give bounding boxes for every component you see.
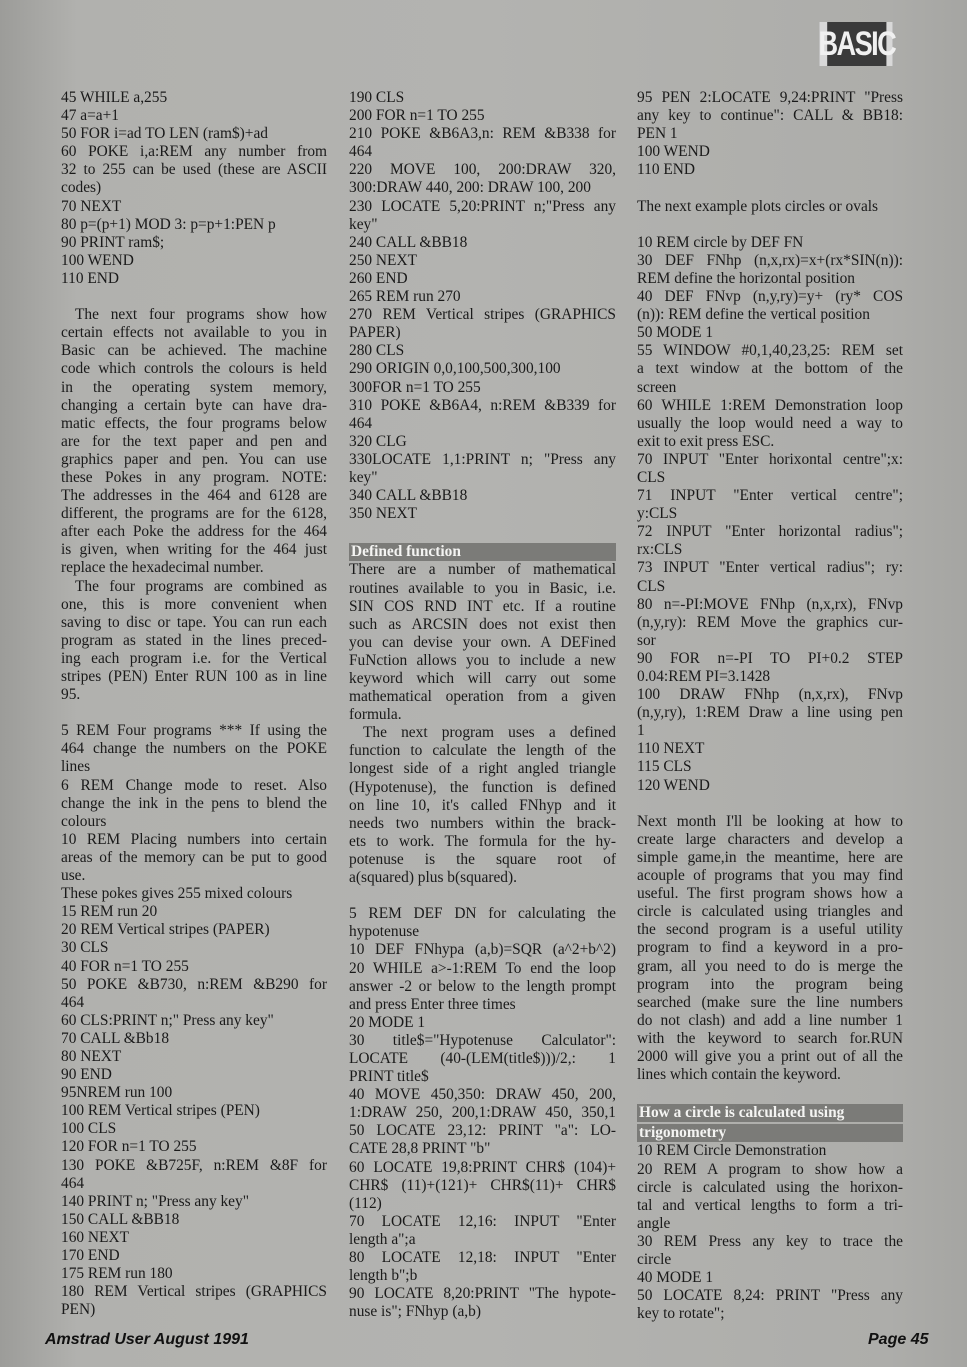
- text-line: 5 REM Four programs *** If using the: [61, 722, 327, 740]
- text-line: key": [349, 215, 378, 233]
- text-line: 30 REM Press any key to trace the: [637, 1232, 903, 1250]
- line-gap: [637, 179, 903, 197]
- text-line: There are a number of mathematical: [349, 561, 616, 579]
- text-line: SIN COS RND INT etc. If a routine: [349, 597, 616, 615]
- text-line: 40 DEF FNvp (n,y,ry)=y+ (ry* COS: [637, 288, 903, 306]
- text-line: 170 END: [61, 1247, 120, 1264]
- text-line: simple game,in the meantime, here are: [637, 848, 903, 866]
- text-line: 10 REM circle by DEF FN: [637, 233, 804, 251]
- text-line: 210 POKE &B6A3,n: REM &B338 for: [349, 125, 616, 143]
- text-line: code which controls the colours is held: [61, 360, 327, 378]
- text-line: graphics paper and pen. You can use: [61, 450, 327, 468]
- text-line: do not clash) and add a line number 1: [637, 1011, 903, 1029]
- text-line: 130 POKE &B725F, n:REM &8F for: [61, 1156, 327, 1174]
- text-line: (n)): REM define the vertical position: [637, 306, 870, 324]
- text-line: 100 WEND: [637, 143, 710, 161]
- text-line: PAPER): [349, 324, 401, 342]
- text-line: formula.: [349, 706, 402, 724]
- text-line: matic effects, the four programs below: [61, 414, 327, 432]
- text-line: 340 CALL &BB18: [349, 487, 468, 505]
- text-line: 190 CLS: [349, 89, 405, 106]
- text-line: 60 CLS:PRINT n;" Press any key": [61, 1011, 274, 1029]
- text-line: function to calculate the length of the: [349, 742, 616, 760]
- text-line: useful. The first program shows how a: [637, 885, 903, 903]
- text-line: replace the hexadecimal number.: [61, 559, 264, 577]
- text-line: 120 WEND: [637, 776, 710, 794]
- text-line: circle: [637, 1251, 672, 1268]
- text-line: (112): [349, 1194, 382, 1212]
- text-line: program as stated in the lines preced-: [61, 631, 327, 649]
- text-line: 464: [61, 1174, 85, 1192]
- text-line: 100 REM Vertical stripes (PEN): [61, 1102, 260, 1120]
- text-line: 464: [349, 414, 373, 432]
- text-line: routines available to you in Basic, i.e.: [349, 579, 616, 597]
- text-line: 320 CLG: [349, 432, 407, 450]
- text-line: gram, all you need to do is merge the: [637, 957, 903, 975]
- text-line: 90 PRINT ram$;: [61, 233, 165, 251]
- text-line: 90 END: [61, 1066, 112, 1084]
- text-line: nuse is"; FNhyp (a,b): [349, 1303, 481, 1321]
- text-line: 30 CLS: [61, 939, 109, 957]
- text-line: 20 MODE 1: [349, 1013, 426, 1031]
- text-line: circle is calculated using the horixon-: [637, 1178, 903, 1196]
- text-line: 110 END: [637, 161, 695, 179]
- text-line: exit to exit press ESC.: [637, 432, 775, 450]
- text-line: 250 NEXT: [349, 251, 417, 269]
- text-line: 1:DRAW 250, 200,1:DRAW 450, 350,1: [349, 1104, 616, 1122]
- text-line: usually the loop would need a way to: [637, 414, 903, 432]
- text-line: 230 LOCATE 5,20:PRINT n;"Press any: [349, 197, 616, 215]
- section-heading: How a circle is calculated using: [637, 1104, 903, 1122]
- text-line: codes): [61, 179, 102, 197]
- text-line: 464: [61, 993, 85, 1011]
- text-line: circle is calculated using triangles and: [637, 903, 903, 921]
- text-line: 45 WHILE a,255: [61, 89, 168, 106]
- text-line: 6 REM Change mode to reset. Also: [61, 776, 327, 794]
- text-line: 50 LOCATE 23,12: PRINT "a": LO-: [349, 1122, 616, 1140]
- text-line: 40 MODE 1: [637, 1269, 714, 1287]
- section-heading: Defined function: [349, 543, 616, 561]
- line-gap: [637, 1084, 903, 1102]
- line-gap: [349, 887, 616, 905]
- section-heading: trigonometry: [637, 1124, 903, 1142]
- text-line: 10 REM Circle Demonstration: [637, 1142, 827, 1160]
- text-line: 90 FOR n=-PI TO PI+0.2 STEP: [637, 649, 903, 667]
- text-line: 200 FOR n=1 TO 255: [349, 107, 485, 125]
- text-line: hypotenuse: [349, 923, 420, 941]
- text-line: 90 LOCATE 8,20:PRINT "The hypote-: [349, 1285, 616, 1303]
- text-line: 50 MODE 1: [637, 324, 714, 342]
- text-line: 60 LOCATE 19,8:PRINT CHR$ (104)+: [349, 1158, 616, 1176]
- text-line: 60 WHILE 1:REM Demonstration loop: [637, 396, 903, 414]
- text-line: certain effects not available to you in: [61, 324, 327, 342]
- text-line: The next four programs show how: [75, 306, 327, 324]
- column-3: [637, 89, 903, 1323]
- text-line: 20 REM Vertical stripes (PAPER): [61, 921, 270, 939]
- text-line: on line 10, it's called FNhyp and it: [349, 796, 616, 814]
- text-line: 60 POKE i,a:REM any number from: [61, 143, 327, 161]
- text-line: 0.04:REM PI=3.1428: [637, 668, 771, 685]
- text-line: 80 n=-PI:MOVE FNhp (n,x,rx), FNvp: [637, 595, 903, 613]
- text-line: 220 MOVE 100, 200:DRAW 320,: [349, 161, 616, 179]
- text-line: 50 FOR i=ad TO LEN (ram$)+ad: [61, 125, 269, 143]
- text-line: changing a certain byte can have dra-: [61, 396, 327, 414]
- text-line: (n,y,ry), 1:REM Draw a line using pen: [637, 704, 903, 722]
- text-line: sor: [637, 631, 656, 649]
- text-line: 300:DRAW 440, 200: DRAW 100, 200: [349, 179, 591, 197]
- text-line: (Hypotenuse), the function is defined: [349, 778, 616, 796]
- text-line: The next program uses a defined: [363, 724, 616, 742]
- text-line: rx:CLS: [637, 541, 683, 559]
- text-line: change the ink in the pens to blend the: [61, 794, 327, 812]
- text-line: PRINT title$: [349, 1068, 429, 1086]
- text-line: 150 CALL &BB18: [61, 1210, 180, 1228]
- text-line: ets to work. The formula for the hy-: [349, 832, 616, 850]
- text-line: 50 POKE &B730, n:REM &B290 for: [61, 975, 327, 993]
- text-line: 10 REM Placing numbers into certain: [61, 830, 327, 848]
- text-line: 115 CLS: [637, 758, 692, 776]
- text-line: after each Poke the address for the 464: [61, 523, 327, 541]
- text-line: are for the text paper and pen and: [61, 432, 327, 450]
- text-line: 464 change the numbers on the POKE: [61, 740, 327, 758]
- text-line: 95NREM run 100: [61, 1084, 173, 1102]
- line-gap: [61, 288, 327, 306]
- text-line: you can devise your own. A DEFined: [349, 633, 616, 651]
- text-line: FuNction allows you to include a new: [349, 651, 616, 669]
- text-line: 300FOR n=1 TO 255: [349, 378, 481, 396]
- text-line: 180 REM Vertical stripes (GRAPHICS: [61, 1283, 327, 1301]
- text-line: 20 WHILE a>-1:REM To end the loop: [349, 959, 616, 977]
- text-line: 350 NEXT: [349, 505, 417, 523]
- text-line: needs two numbers within the brack-: [349, 814, 616, 832]
- text-line: such as ARCSIN does not exist then: [349, 615, 616, 633]
- text-line: ing each program i.e. for the Vertical: [61, 649, 327, 667]
- text-line: PEN): [61, 1301, 96, 1319]
- text-line: CHR$ (11)+(121)+ CHR$(11)+ CHR$: [349, 1176, 616, 1194]
- text-line: key to rotate";: [637, 1305, 725, 1323]
- text-line: 70 CALL &Bb18: [61, 1029, 170, 1047]
- text-line: 10 DEF FNhypa (a,b)=SQR (a^2+b^2): [349, 941, 616, 959]
- text-line: 175 REM run 180: [61, 1265, 173, 1283]
- text-line: LOCATE (40-(LEM(title$)))/2,: 1: [349, 1049, 616, 1067]
- line-gap: [61, 704, 327, 722]
- text-line: longest side of a right angled triangle: [349, 760, 616, 778]
- text-line: program to find a keyword in a pro-: [637, 939, 903, 957]
- text-line: 30 DEF FNhp (n,x,rx)=x+(rx*SIN(n)):: [637, 251, 903, 269]
- text-line: length a";a: [349, 1230, 416, 1248]
- text-line: 80 p=(p+1) MOD 3: p=p+1:PEN p: [61, 215, 276, 233]
- text-line: 330LOCATE 1,1:PRINT n; "Press any: [349, 450, 616, 468]
- text-line: 71 INPUT "Enter vertical centre";: [637, 487, 903, 505]
- line-gap: [637, 216, 903, 234]
- text-line: saving to disc or tape. You can run each: [61, 613, 327, 631]
- text-line: lines which contain the keyword.: [637, 1066, 841, 1084]
- text-line: 100 DRAW FNhp (n,x,rx), FNvp: [637, 686, 903, 704]
- text-line: 160 NEXT: [61, 1228, 129, 1246]
- text-line: 70 LOCATE 12,16: INPUT "Enter: [349, 1212, 616, 1230]
- text-line: 73 INPUT "Enter vertical radius"; ry:: [637, 559, 903, 577]
- text-line: 2000 will give you a print out of all the: [637, 1047, 903, 1065]
- text-line: y:CLS: [637, 505, 678, 523]
- text-line: key": [349, 468, 378, 486]
- text-line: These pokes gives 255 mixed colours: [61, 885, 293, 903]
- text-line: stripes (PEN) Enter RUN 100 as in line: [61, 668, 327, 685]
- text-line: mathematical operation from a given: [349, 688, 616, 706]
- text-line: 100 WEND: [61, 251, 134, 269]
- text-line: tal and vertical lengths to form a tri-: [637, 1196, 903, 1214]
- text-line: CATE 28,8 PRINT "b": [349, 1140, 491, 1158]
- section-badge: BASIC: [819, 22, 893, 66]
- text-line: areas of the memory can be put to good: [61, 848, 327, 866]
- text-line: 72 INPUT "Enter horizontal radius";: [637, 523, 903, 541]
- column-1: [61, 89, 327, 1319]
- text-line: lines: [61, 758, 91, 776]
- text-line: 5 REM DEF DN for calculating the: [349, 905, 616, 923]
- text-line: answer -2 or below to the length prompt: [349, 977, 616, 995]
- text-line: The addresses in the 464 and 6128 are: [61, 487, 327, 505]
- text-line: 80 LOCATE 12,18: INPUT "Enter: [349, 1249, 616, 1266]
- text-line: create large characters and develop a: [637, 830, 903, 848]
- text-line: CLS: [637, 468, 666, 486]
- text-line: 110 END: [61, 269, 119, 287]
- text-line: is given, when writing for the 464 just: [61, 541, 327, 559]
- text-line: REM define the horizontal position: [637, 269, 855, 287]
- text-line: 464: [349, 143, 373, 161]
- text-line: 120 FOR n=1 TO 255: [61, 1138, 197, 1156]
- text-line: (n,y,ry): REM Move the graphics cur-: [637, 613, 903, 631]
- text-line: screen: [637, 378, 677, 396]
- text-line: 20 REM A program to show how a: [637, 1160, 903, 1178]
- text-line: any key to continue": CALL & BB18:: [637, 107, 903, 125]
- text-line: 265 REM run 270: [349, 288, 461, 306]
- text-line: The four programs are combined as: [75, 577, 327, 595]
- text-line: PEN 1: [637, 125, 678, 143]
- text-line: 1: [637, 722, 645, 740]
- text-line: one, this is more convenient when: [61, 595, 327, 613]
- text-line: a(squared) plus b(squared).: [349, 869, 517, 887]
- text-line: acouple of programs that you may find: [637, 867, 903, 885]
- text-line: searched (make sure the line numbers: [637, 993, 903, 1011]
- text-line: use.: [61, 867, 86, 885]
- text-line: Next month I'll be looking at how to: [637, 812, 903, 830]
- text-line: 70 NEXT: [61, 197, 122, 215]
- text-line: 80 NEXT: [61, 1047, 122, 1065]
- text-line: 70 INPUT "Enter horixontal centre";x:: [637, 450, 903, 468]
- text-line: and press Enter three times: [349, 995, 516, 1013]
- line-gap: [349, 523, 616, 541]
- text-line: 47 a=a+1: [61, 107, 119, 125]
- text-line: potenuse is the square root of: [349, 850, 616, 868]
- text-line: a text window at the bottom of the: [637, 360, 903, 378]
- line-gap: [637, 795, 903, 813]
- text-line: 140 PRINT n; "Press any key": [61, 1192, 249, 1210]
- footer-page-number: Page 45: [868, 1331, 929, 1348]
- text-line: 100 CLS: [61, 1120, 117, 1138]
- text-line: 310 POKE &B6A4, n:REM &B339 for: [349, 396, 616, 414]
- text-line: 30 title$="Hypotenuse Calculator":: [349, 1031, 616, 1049]
- text-line: angle: [637, 1214, 671, 1232]
- text-line: 95 PEN 2:LOCATE 9,24:PRINT "Press: [637, 89, 903, 106]
- text-line: 95.: [61, 686, 81, 704]
- text-line: 240 CALL &BB18: [349, 233, 468, 251]
- text-line: the second program is a useful utility: [637, 921, 903, 939]
- text-line: CLS: [637, 577, 666, 595]
- text-line: 110 NEXT: [637, 740, 705, 758]
- text-line: different, the programs are for the 6128,: [61, 505, 327, 523]
- text-line: 50 LOCATE 8,24: PRINT "Press any: [637, 1287, 903, 1305]
- text-line: with the keyword to search for.RUN: [637, 1029, 903, 1047]
- text-line: 32 to 255 can be used (these are ASCII: [61, 161, 327, 179]
- text-line: 280 CLS: [349, 342, 405, 360]
- text-line: 40 MOVE 450,350: DRAW 450, 200,: [349, 1086, 616, 1104]
- text-line: colours: [61, 812, 107, 830]
- text-line: in the operating system memory,: [61, 378, 327, 396]
- column-2: [349, 89, 616, 1321]
- text-line: 55 WINDOW #0,1,40,23,25: REM set: [637, 342, 903, 360]
- text-line: 15 REM run 20: [61, 903, 158, 921]
- text-line: 290 ORIGIN 0,0,100,500,300,100: [349, 360, 561, 378]
- text-line: length b";b: [349, 1267, 418, 1285]
- text-line: program into the program being: [637, 975, 903, 993]
- text-line: keyword which will carry out some: [349, 670, 616, 687]
- text-line: these Pokes in any program. NOTE:: [61, 468, 327, 486]
- text-line: 270 REM Vertical stripes (GRAPHICS: [349, 306, 616, 324]
- text-line: Basic can be achieved. The machine: [61, 342, 327, 360]
- text-line: 40 FOR n=1 TO 255: [61, 957, 189, 975]
- text-line: 260 END: [349, 269, 408, 287]
- footer-publication: Amstrad User August 1991: [45, 1331, 249, 1348]
- text-line: The next example plots circles or ovals: [637, 197, 879, 215]
